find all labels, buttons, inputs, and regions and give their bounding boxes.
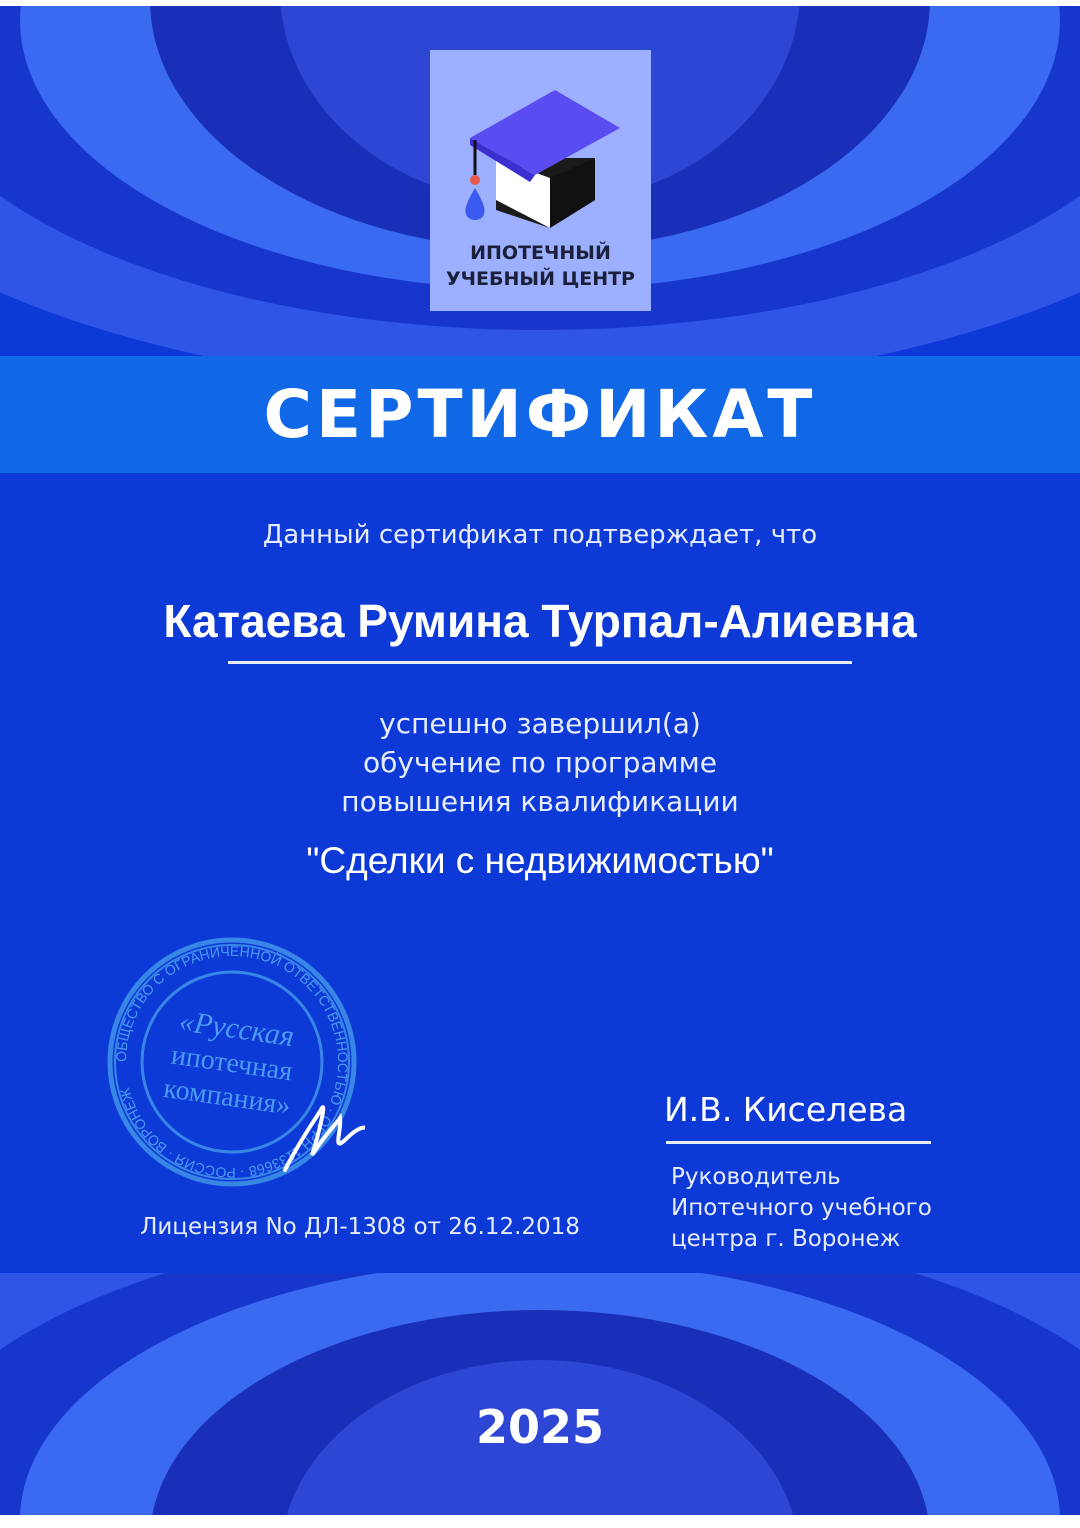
stamp-line-2: ипотечная (169, 1039, 295, 1088)
certificate-title: СЕРТИФИКАТ (263, 376, 817, 453)
name-underline (228, 661, 852, 664)
signer-underline (666, 1141, 931, 1144)
signer-name: И.В. Киселева (664, 1090, 908, 1129)
program-title: "Сделки с недвижимостью" (306, 840, 774, 881)
stamp-outer-text: ОБЩЕСТВО С ОГРАНИЧЕННОЙ ОТВЕТСТВЕННОСТЬЮ · ОГРН 1133668 · РОССИЯ · ВОРОНЕЖ (112, 942, 352, 1182)
signer-role-line-1: Руководитель (671, 1164, 841, 1190)
certificate-year: 2025 (475, 1400, 605, 1454)
signer-role (671, 1162, 971, 1255)
graduation-cap-icon (430, 50, 651, 240)
company-stamp (100, 930, 365, 1195)
completion-line-2: обучение по программе (362, 746, 718, 779)
recipient-name: Катаева Румина Турпал-Алиевна (163, 595, 917, 647)
logo-line-1: ИПОТЕЧНЫЙ (470, 242, 611, 264)
stamp-line-1: «Русская (177, 1004, 297, 1054)
completion-line-1: успешно завершил(а) (379, 707, 701, 740)
signer-role-line-2: Ипотечного учебного (671, 1195, 932, 1221)
completion-text (0, 704, 1080, 821)
intro-text: Данный сертификат подтверждает, что (262, 520, 818, 550)
completion-line-3: повышения квалификации (341, 785, 739, 818)
stamp-line-3: компания» (161, 1072, 293, 1122)
logo-line-2: УЧЕБНЫЙ ЦЕНТР (446, 268, 635, 290)
license-text: Лицензия No ДЛ-1308 от 26.12.2018 (140, 1214, 580, 1240)
logo-text (430, 240, 651, 292)
signer-role-line-3: центра г. Воронеж (671, 1226, 901, 1252)
